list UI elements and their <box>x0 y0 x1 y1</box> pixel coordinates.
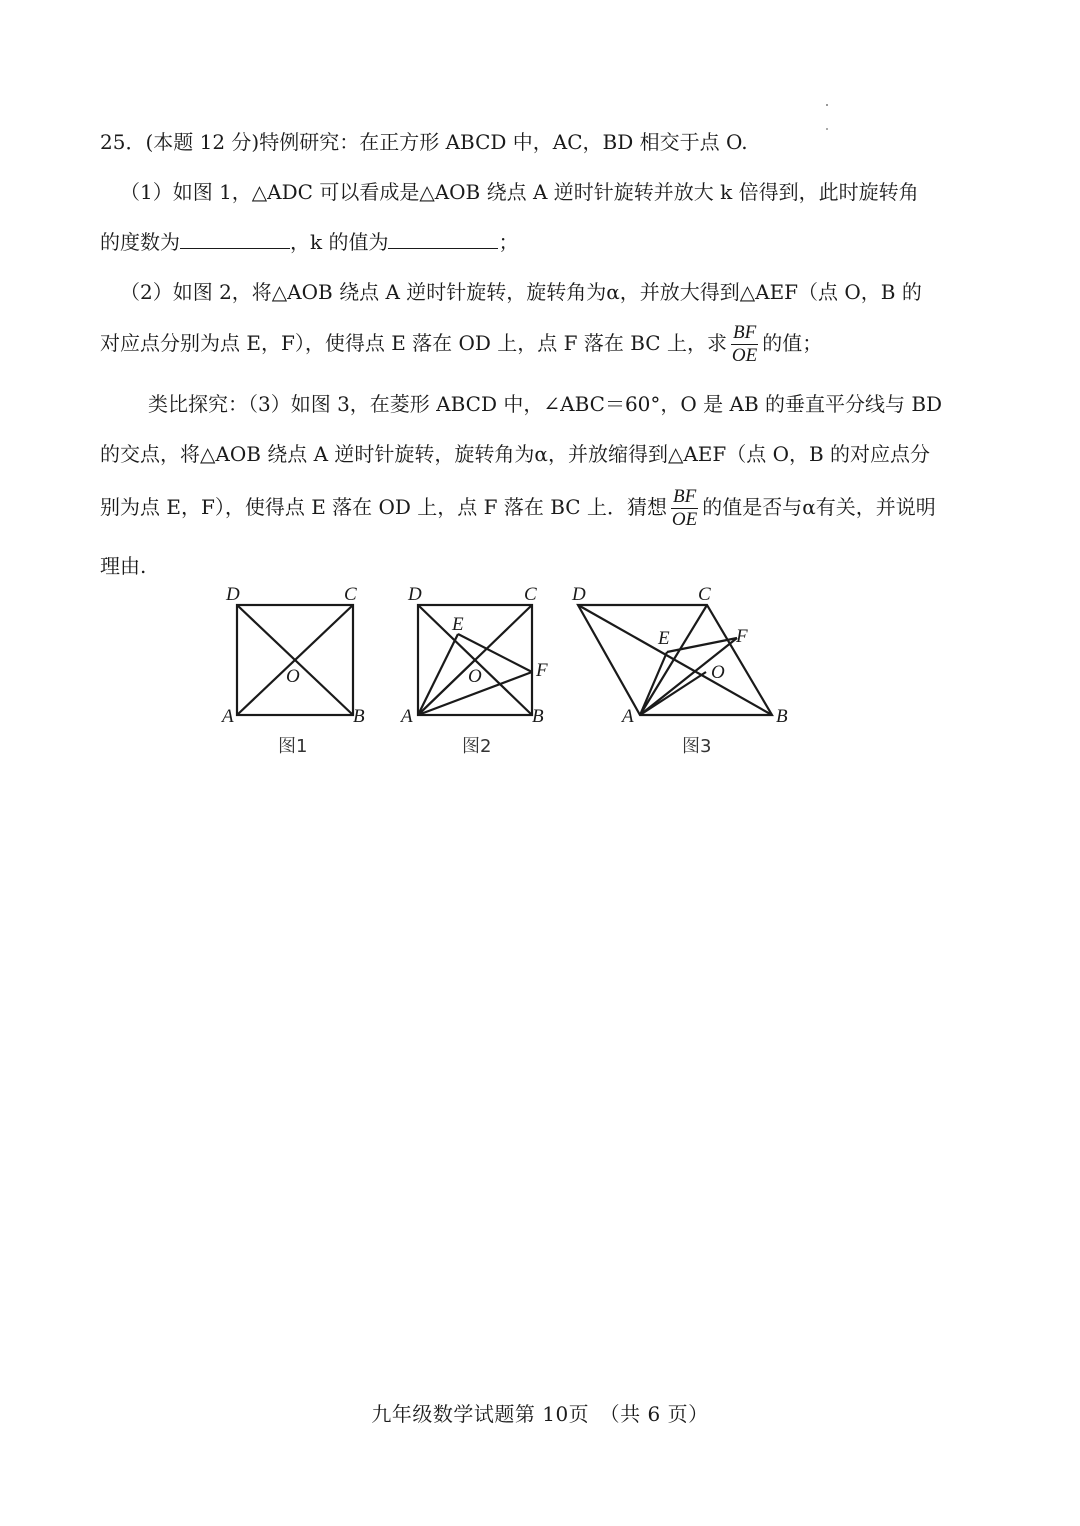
label-o-2: O <box>468 666 482 687</box>
label-b-3: B <box>776 706 788 727</box>
label-c-3: C <box>698 584 711 605</box>
part3-line-b: 的交点，将△AOB 绕点 A 逆时针旋转，旋转角为α，并放缩得到△AEF（点 O，B 的对应点分 <box>100 442 931 466</box>
label-f-2: F <box>536 660 548 681</box>
scan-speck <box>826 104 828 106</box>
question-heading: 25．(本题 12 分)特例研究：在正方形 ABCD 中，AC，BD 相交于点 O. <box>100 130 748 154</box>
geometry-figures <box>210 578 810 768</box>
part1-mid: ，k 的值为 <box>290 230 389 254</box>
figure-3-caption: 图3 <box>682 736 712 757</box>
figure-2 <box>418 605 532 715</box>
label-o: O <box>286 666 300 687</box>
figure-1 <box>237 605 353 715</box>
part1-line-b <box>100 228 980 256</box>
label-f-3: F <box>736 626 748 647</box>
label-e-2: E <box>452 614 464 635</box>
figure-1-caption: 图1 <box>278 736 308 757</box>
part2-prefix: 对应点分别为点 E，F），使得点 E 落在 OD 上，点 F 落在 BC 上，求 <box>100 331 727 355</box>
fraction-denominator: OE <box>731 345 758 366</box>
part3-line-c <box>100 484 980 531</box>
label-o-3: O <box>711 662 725 683</box>
part1-end: ； <box>498 230 519 254</box>
label-c: C <box>344 584 357 605</box>
fraction-denominator: OE <box>671 509 698 530</box>
figure-2-caption: 图2 <box>462 736 492 757</box>
label-d: D <box>226 584 240 605</box>
part1-prefix: 的度数为 <box>100 230 180 254</box>
label-b: B <box>353 706 365 727</box>
diagonal-ac-3 <box>640 605 707 715</box>
fraction-bf-oe <box>731 322 758 367</box>
answer-blank-k[interactable] <box>388 230 498 249</box>
fraction-numerator: BF <box>672 486 697 507</box>
part2-suffix: 的值； <box>762 331 823 355</box>
page-footer: 九年级数学试题第 10页 （共 6 页） <box>371 1402 709 1426</box>
label-a-3: A <box>622 706 634 727</box>
part2-line-a: （2）如图 2，将△AOB 绕点 A 逆时针旋转，旋转角为α，并放大得到△AEF（点 O，B 的 <box>120 280 922 304</box>
label-c-2: C <box>524 584 537 605</box>
label-e-3: E <box>658 628 670 649</box>
fraction-numerator: BF <box>732 322 757 343</box>
fraction-bf-oe-2 <box>671 486 698 531</box>
label-a-2: A <box>401 706 413 727</box>
part3-suffix: 的值是否与α有关，并说明 <box>702 495 936 519</box>
label-b-2: B <box>532 706 544 727</box>
label-d-3: D <box>572 584 586 605</box>
part3-prefix: 别为点 E，F），使得点 E 落在 OD 上，点 F 落在 BC 上．猜想 <box>100 495 667 519</box>
answer-blank-angle[interactable] <box>180 230 290 249</box>
part3-line-d: 理由. <box>100 554 147 578</box>
part2-line-b <box>100 320 980 367</box>
diagonal-bd-3 <box>578 605 772 715</box>
label-d-2: D <box>408 584 422 605</box>
label-a: A <box>222 706 234 727</box>
part1-line-a: （1）如图 1，△ADC 可以看成是△AOB 绕点 A 逆时针旋转并放大 k 倍得到，此时旋转角 <box>120 180 919 204</box>
segment-ao <box>418 660 475 715</box>
part3-line-a: 类比探究：（3）如图 3，在菱形 ABCD 中，∠ABC＝60°，O 是 AB 的垂直平分线与 BD <box>148 392 943 416</box>
figure-3 <box>578 605 772 715</box>
